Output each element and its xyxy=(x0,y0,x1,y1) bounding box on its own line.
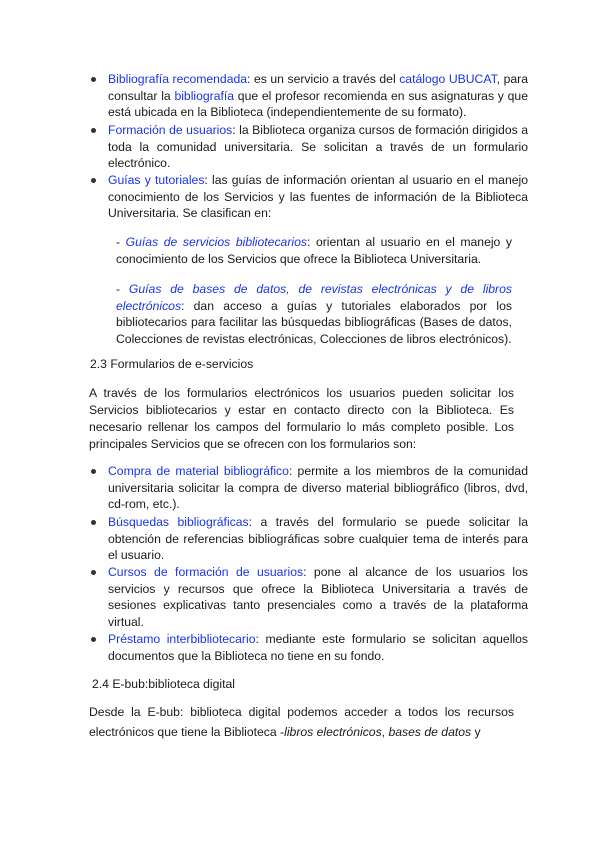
text-line xyxy=(89,402,514,418)
link-text[interactable]: Compra de material bibliográfico xyxy=(108,464,289,478)
link-text[interactable]: Préstamo interbibliotecario xyxy=(108,632,256,646)
link-text[interactable]: electrónicos xyxy=(116,298,182,313)
text-line xyxy=(108,631,528,647)
text-line xyxy=(108,189,528,205)
text-span: : orientan al usuario en el manejo y xyxy=(306,235,512,249)
text-span: cd-rom, etc.). xyxy=(108,497,180,511)
text-span: : dan acceso a guías y tutoriales elaborados por los xyxy=(181,298,512,313)
section-heading-2-4: 2.4 E-bub:biblioteca digital xyxy=(92,677,235,691)
text-line xyxy=(116,281,512,297)
link-text[interactable]: Guías de servicios bibliotecarios xyxy=(125,235,307,249)
text-line xyxy=(108,547,164,563)
text-line xyxy=(108,531,528,547)
text-span: toda la comunidad universitaria. Se solicitan a través de un formulario xyxy=(108,139,528,154)
text-line xyxy=(116,251,481,267)
bullet-icon xyxy=(91,77,96,82)
text-span: , para xyxy=(496,72,528,86)
text-line xyxy=(108,581,528,597)
text-line xyxy=(108,139,528,155)
text-span: Desde la E-bub: biblioteca digital podemos acceder a todos los recursos xyxy=(89,705,514,719)
text-line xyxy=(116,298,512,314)
text-line xyxy=(116,234,512,250)
link-text[interactable]: catálogo UBUCAT xyxy=(399,72,497,86)
text-line xyxy=(89,724,481,740)
text-span: documentos que la Biblioteca no tiene en su fondo. xyxy=(108,648,385,663)
text-span: : las guías de información orientan al usuario en el manejo xyxy=(204,173,528,187)
text-span: : mediante este formulario se solicitan aquellos xyxy=(255,632,528,646)
text-span: conocimiento de los Servicios que ofrece la Biblioteca Universitaria. xyxy=(116,251,482,266)
link-text[interactable]: Bibliografía recomendada xyxy=(108,72,248,86)
bullet-icon xyxy=(91,637,96,642)
text-line xyxy=(108,564,528,580)
text-span: está ubicada en la Biblioteca (independientemente de su formato). xyxy=(108,105,467,119)
bullet-icon xyxy=(91,128,96,133)
text-span: conocimiento de los Servicios y las fuentes de información de la Biblioteca xyxy=(108,189,528,204)
text-span: bases de datos xyxy=(388,725,472,739)
text-line xyxy=(89,419,514,435)
text-line xyxy=(108,480,528,496)
text-line xyxy=(108,172,528,188)
text-span: : es un servicio a través del xyxy=(247,72,400,86)
text-span: libros electrónicos xyxy=(284,725,382,739)
link-text[interactable]: Formación de usuarios xyxy=(108,123,233,137)
text-span: universitaria solicitar la compra de diverso material bibliográfico (libros, dvd, xyxy=(108,480,528,495)
text-line xyxy=(108,104,466,120)
text-span: : a través del formulario se puede solicitar la xyxy=(248,515,528,529)
text-span: obtención de referencias bibliográficas sobre cualquier tema de interés para xyxy=(108,531,528,546)
text-span: Colecciones de revistas electrónicas, Colecciones de libros electrónicos). xyxy=(116,331,512,346)
link-text[interactable]: Cursos de formación de usuarios xyxy=(108,565,304,579)
bullet-icon xyxy=(91,570,96,575)
text-span: virtual. xyxy=(108,614,144,629)
text-span: Servicios bibliotecarios y estar en contacto directo con la Biblioteca. Es xyxy=(89,403,514,417)
text-span: : pone al alcance de los usuarios los xyxy=(303,565,528,579)
bullet-icon xyxy=(91,178,96,183)
text-line xyxy=(116,314,512,330)
bullet-icon xyxy=(91,520,96,525)
text-span: servicios y recursos que ofrece la Biblioteca Universitaria a través de xyxy=(108,581,528,596)
text-line xyxy=(89,436,416,452)
text-span: - xyxy=(116,282,129,296)
link-text[interactable]: bibliografía xyxy=(174,88,235,103)
text-line xyxy=(108,614,144,630)
text-line xyxy=(89,385,514,401)
text-span: , xyxy=(381,725,389,739)
text-span: consultar la xyxy=(108,88,175,103)
link-text[interactable]: Guías de bases de datos, de revistas electrónicas y de libros xyxy=(128,282,512,296)
link-text[interactable]: Búsquedas bibliográficas xyxy=(108,515,249,529)
text-span: : permite a los miembros de la comunidad xyxy=(288,464,528,478)
text-line xyxy=(108,122,528,138)
text-line xyxy=(108,463,528,479)
text-span: bibliotecarios para facilitar las búsquedas bibliográficas (Bases de datos, xyxy=(116,315,512,329)
text-span: electrónico. xyxy=(108,156,171,170)
text-span: A través de los formularios electrónicos los usuarios pueden solicitar los xyxy=(89,386,514,400)
text-line xyxy=(108,88,528,104)
text-line xyxy=(108,155,170,171)
text-span: principales Servicios que se ofrecen con los formularios son: xyxy=(89,437,417,451)
text-line xyxy=(108,205,271,221)
text-line xyxy=(89,704,514,720)
section-heading-2-3: 2.3 Formularios de e-servicios xyxy=(90,357,254,371)
text-line xyxy=(108,648,384,664)
text-span: electrónicos que tiene la Biblioteca - xyxy=(89,725,285,739)
text-span: necesario rellenar los campos del formulario lo más completo posible. Los xyxy=(89,420,514,434)
text-span: y xyxy=(471,725,481,739)
text-span: que el profesor recomienda en sus asignaturas y que xyxy=(234,88,528,103)
text-line xyxy=(108,597,528,613)
text-span: sesiones explicativas tanto presenciales como a través de la plataforma xyxy=(108,598,528,612)
text-line xyxy=(116,331,512,347)
text-span: : la Biblioteca organiza cursos de formación dirigidos a xyxy=(232,123,528,137)
text-span: - xyxy=(116,235,126,249)
text-span: el usuario. xyxy=(108,548,165,562)
text-span: Universitaria. Se clasifican en: xyxy=(108,206,272,220)
bullet-icon xyxy=(91,469,96,474)
text-line xyxy=(108,514,528,530)
link-text[interactable]: Guías y tutoriales xyxy=(108,173,205,187)
text-line xyxy=(108,71,528,87)
text-line xyxy=(108,496,180,512)
